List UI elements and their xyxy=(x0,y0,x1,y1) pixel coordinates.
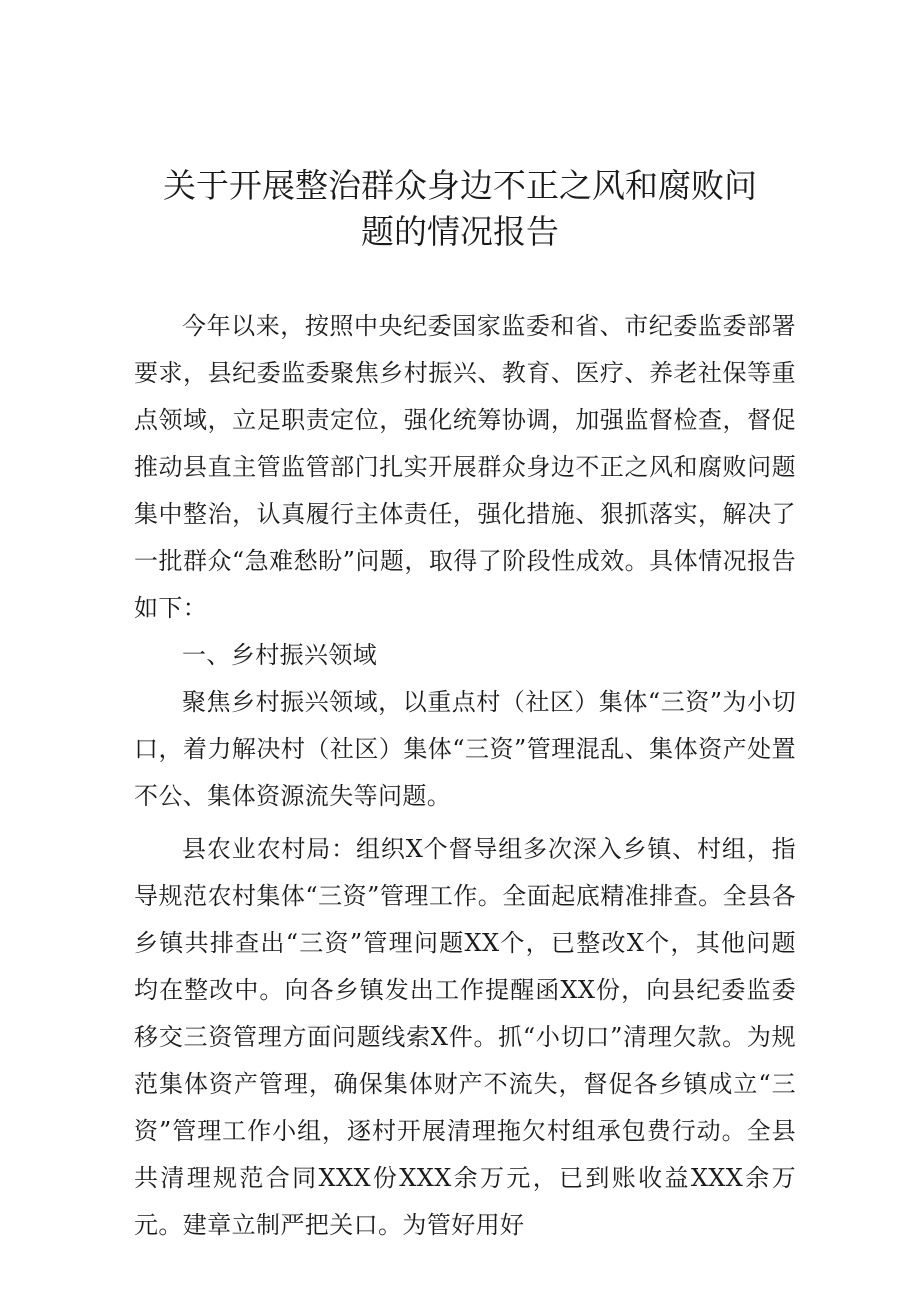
document-title xyxy=(120,163,800,255)
section-heading-rural-revitalization: 一、乡村振兴领域 xyxy=(182,641,378,669)
section1-paragraph-1: 聚焦乡村振兴领域，以重点村（社区）集体“三资”为小切口，着力解决村（社区）集体“三资”管理混乱、集体资产处置不公、集体资源流失等问题。 xyxy=(134,688,796,810)
section1-paragraph-2: 县农业农村局：组织X个督导组多次深入乡镇、村组，指导规范农村集体“三资”管理工作。全面起底精准排查。全县各乡镇共排查出“三资”管理问题XX个，已整改X个，其他问题均在整改中。向各乡镇发出工作提醒函XX份，向县纪委监委移交三资管理方面问题线索X件。抓“小切口”清理欠款。为规范集体资产管理，确保集体财产不流失，督促各乡镇成立“三资”管理工作小组，逐村开展清理拖欠村组承包费行动。全县共清理规范合同XXX份XXX余万元，已到账收益XXX余万元。建章立制严把关口。为管好用好 xyxy=(134,835,796,1239)
intro-paragraph: 今年以来，按照中央纪委国家监委和省、市纪委监委部署要求，县纪委监委聚焦乡村振兴、教育、医疗、养老社保等重点领域，立足职责定位，强化统筹协调，加强监督检查，督促推动县直主管监管部门扎实开展群众身边不正之风和腐败问题集中整治，认真履行主体责任，强化措施、狠抓落实，解决了一批群众“急难愁盼”问题，取得了阶段性成效。具体情况报告如下： xyxy=(134,312,796,622)
title-line-1: 关于开展整治群众身边不正之风和腐败问 xyxy=(163,166,757,205)
title-line-2: 题的情况报告 xyxy=(361,212,559,251)
document-body xyxy=(134,303,796,1249)
